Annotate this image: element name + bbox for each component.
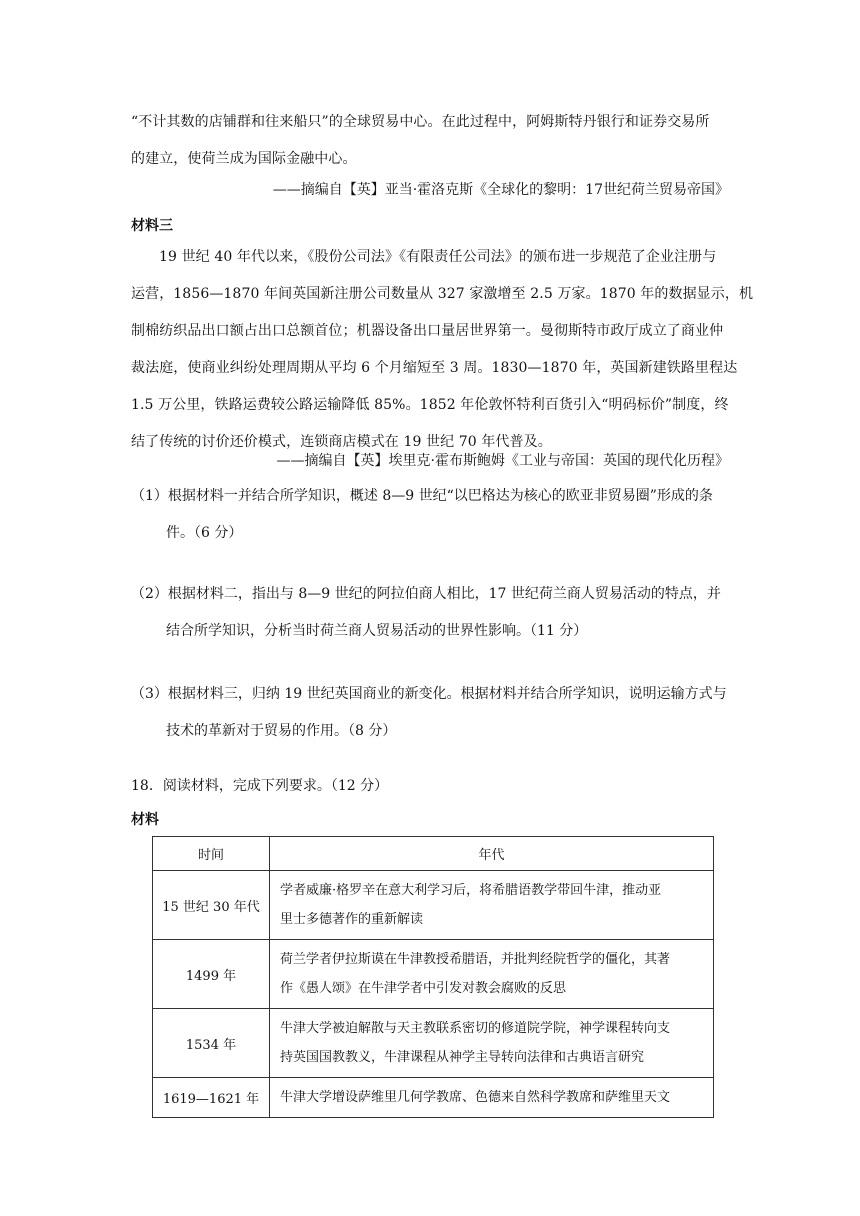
material-two-text xyxy=(131,104,729,178)
text-line: 裁法庭，使商业纠纷处理周期从平均 6 个月缩短至 3 周。1830—1870 年，英国新建铁路里程达 xyxy=(131,360,738,376)
event-cell xyxy=(270,871,714,940)
column-header-era: 年代 xyxy=(270,837,714,871)
history-table xyxy=(152,836,714,1118)
time-cell: 15 世纪 30 年代 xyxy=(153,871,270,940)
material-three-heading: 材料三 xyxy=(131,218,173,234)
question-text: 结合所学知识，分析当时荷兰商人贸易活动的世界性影响。（11 分） xyxy=(166,623,588,639)
question-3 xyxy=(131,676,731,750)
question-text: （1）根据材料一并结合所学知识，概述 8—9 世纪“以巴格达为核心的欧亚非贸易圈”形成的条 xyxy=(131,488,713,504)
time-cell: 1534 年 xyxy=(153,1009,270,1078)
question-text: 件。（6 分） xyxy=(166,525,243,541)
text-line: 运营，1856—1870 年间英国新注册公司数量从 327 家激增至 2.5 万家。1870 年的数据显示，机 xyxy=(131,286,754,302)
event-line: 里士多德著作的重新解读 xyxy=(280,912,424,927)
question-2 xyxy=(131,576,731,650)
question-text: （3）根据材料三，归纳 19 世纪英国商业的新变化。根据材料并结合所学知识，说明运输方式与 xyxy=(131,686,727,702)
text-line: “不计其数的店铺群和往来船只”的全球贸易中心。在此过程中，阿姆斯特丹银行和证券交易所 xyxy=(131,114,710,130)
time-cell: 1499 年 xyxy=(153,940,270,1009)
question-18-title: 18．阅读材料，完成下列要求。（12 分） xyxy=(131,778,389,794)
event-line: 学者威廉·格罗辛在意大利学习后，将希腊语教学带回牛津，推动亚 xyxy=(280,883,662,898)
event-cell xyxy=(270,1009,714,1078)
material-three-text xyxy=(131,239,754,461)
material-three-source: ——摘编自【英】埃里克·霍布斯鲍姆《工业与帝国：英国的现代化历程》 xyxy=(276,453,729,469)
text-line: 的建立，使荷兰成为国际金融中心。 xyxy=(131,151,357,167)
event-line: 牛津大学增设萨维里几何学教席、色德来自然科学教席和萨维里天文 xyxy=(280,1090,671,1105)
time-cell: 1619—1621 年 xyxy=(153,1078,270,1118)
material-heading: 材料 xyxy=(131,812,159,828)
question-1 xyxy=(131,478,731,552)
text-line: 19 世纪 40 年代以来，《股份公司法》《有限责任公司法》的颁布进一步规范了企业注册与 xyxy=(159,249,717,265)
text-line: 1.5 万公里，铁路运费较公路运输降低 85%。1852 年伦敦怀特利百货引入“明码标价”制度，终 xyxy=(131,397,729,413)
table-row xyxy=(153,940,714,1009)
event-cell xyxy=(270,940,714,1009)
event-line: 作《愚人颂》在牛津学者中引发对教会腐败的反思 xyxy=(280,981,567,996)
event-line: 持英国国教教义，牛津课程从神学主导转向法律和古典语言研究 xyxy=(280,1050,645,1065)
table-row xyxy=(153,871,714,940)
question-text: （2）根据材料二，指出与 8—9 世纪的阿拉伯商人相比，17 世纪荷兰商人贸易活动的特点，并 xyxy=(131,586,721,602)
question-text: 技术的革新对于贸易的作用。（8 分） xyxy=(166,723,397,739)
material-two-source: ——摘编自【英】亚当·霍洛克斯《全球化的黎明：17世纪荷兰贸易帝国》 xyxy=(272,182,729,198)
text-line: 制棉纺织品出口额占出口总额首位；机器设备出口量居世界第一。曼彻斯特市政厅成立了商业仲 xyxy=(131,323,724,339)
table-row xyxy=(153,1078,714,1118)
event-line: 牛津大学被迫解散与天主教联系密切的修道院学院，神学课程转向支 xyxy=(280,1021,671,1036)
column-header-time: 时间 xyxy=(153,837,270,871)
events-table xyxy=(152,836,714,1118)
table-header-row xyxy=(153,837,714,871)
text-line: 结了传统的讨价还价模式，连锁商店模式在 19 世纪 70 年代普及。 xyxy=(131,434,552,450)
table-row xyxy=(153,1009,714,1078)
event-line: 荷兰学者伊拉斯谟在牛津教授希腊语，并批判经院哲学的僵化，其著 xyxy=(280,952,671,967)
event-cell xyxy=(270,1078,714,1118)
